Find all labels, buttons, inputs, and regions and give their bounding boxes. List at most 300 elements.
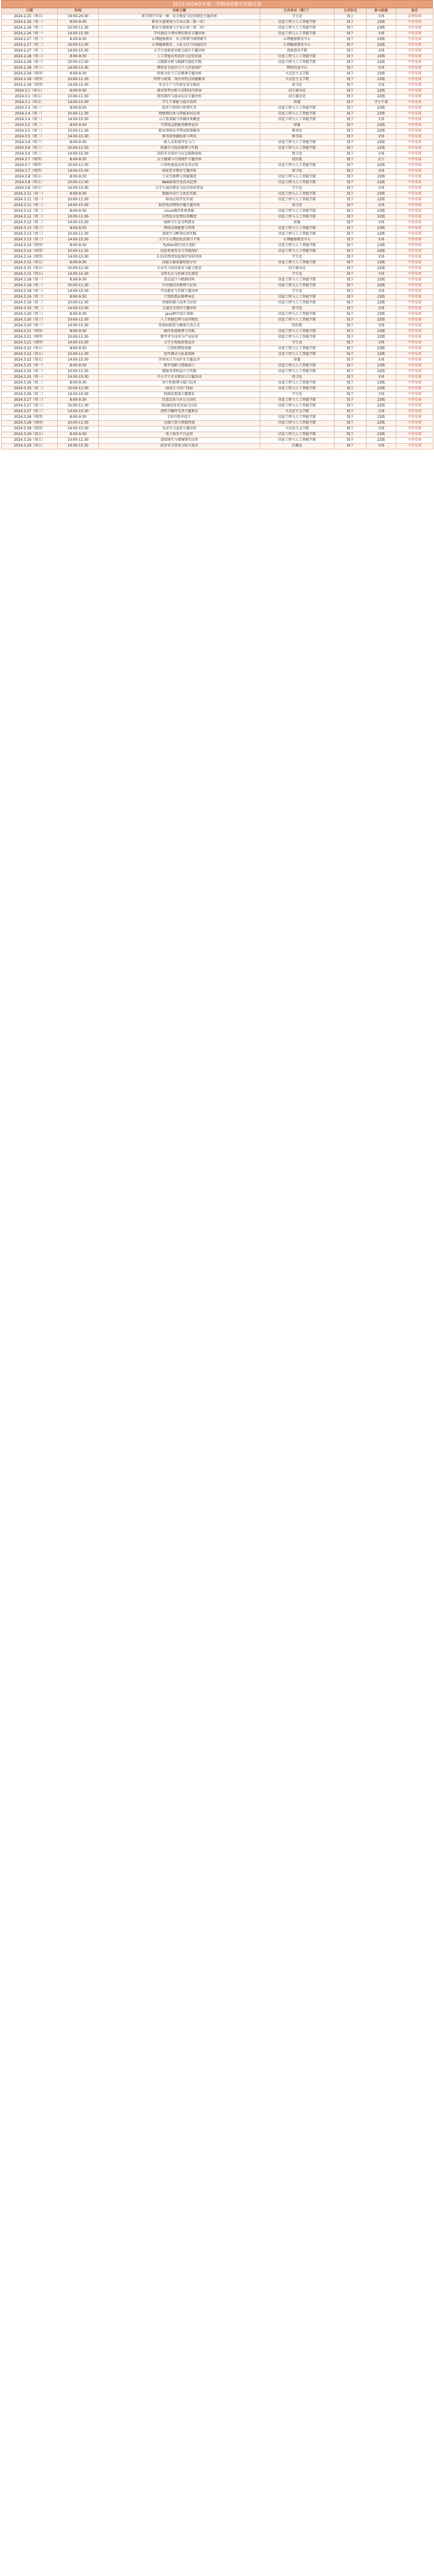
cell-dept: 学生处 (260, 341, 335, 346)
table-row (2, 129, 433, 135)
cell-class: 全体 (367, 66, 396, 72)
cell-time: 10:00-11:30 (58, 352, 99, 358)
cell-date: 2024.3.18（周一） (2, 283, 58, 289)
cell-time: 10:00-11:30 (58, 146, 99, 152)
cell-date: 2024.3.7（周四） (2, 157, 58, 163)
cell-note: 不作安排 (396, 278, 433, 283)
cell-class: 22级 (367, 94, 396, 100)
cell-date: 2024.3.21（周四） (2, 341, 58, 346)
cell-date: 2024.3.15（周五） (2, 272, 58, 278)
cell-date: 2024.3.1（周五） (2, 100, 58, 106)
header-row (2, 9, 433, 14)
cell-dept: 学生处 (260, 289, 335, 295)
cell-dept: 信息工程与人工智能学院 (260, 140, 335, 146)
cell-form: 线下 (335, 409, 367, 415)
cell-topic: 大数据分析与数据可视化实践 (99, 60, 260, 66)
cell-note: 不作安排 (396, 146, 433, 152)
cell-note: 不作安排 (396, 381, 433, 386)
table-row (2, 306, 433, 312)
cell-time: 10:00-11:30 (58, 249, 99, 255)
cell-class: 全体 (367, 14, 396, 20)
cell-note: 不作安排 (396, 409, 433, 415)
cell-dept: 马克思主义学院 (260, 77, 335, 83)
cell-dept: 招生就业处 (260, 94, 335, 100)
table-row (2, 163, 433, 169)
cell-time: 10:00-11:30 (58, 301, 99, 306)
cell-date: 2024.3.28（周四） (2, 415, 58, 421)
cell-time: 10:00-11:30 (58, 386, 99, 392)
cell-topic: 职业生涯规划与专业认知（第二讲） (99, 26, 260, 31)
cell-dept: 网络信息中心 (260, 66, 335, 72)
cell-time: 14:00-15:30 (58, 375, 99, 381)
table-row (2, 404, 433, 409)
cell-topic: 安全生产与实验室安全规范 (99, 83, 260, 89)
cell-time: 8:00-9:30 (58, 415, 99, 421)
table-row (2, 20, 433, 26)
cell-class: 学生干部 (367, 100, 396, 106)
table-row (2, 169, 433, 175)
cell-class: 22级 (367, 421, 396, 426)
table-row (2, 278, 433, 283)
cell-class: 23级 (367, 226, 396, 232)
cell-note: 不作安排 (396, 123, 433, 129)
cell-time: 8:00-9:30 (58, 209, 99, 215)
cell-form: 线下 (335, 289, 367, 295)
cell-topic: 大学生心理危机识别与干预 (99, 238, 260, 243)
table-row (2, 89, 433, 94)
cell-note: 不作安排 (396, 31, 433, 37)
cell-topic: 心理健康教育：人际交往与沟通技巧 (99, 43, 260, 49)
cell-topic: 形势与政策：国内外热点问题解读 (99, 77, 260, 83)
cell-note: 不作安排 (396, 375, 433, 381)
cell-date: 2024.3.22（周五） (2, 358, 58, 364)
cell-date: 2024.3.26（周二） (2, 386, 58, 392)
cell-class: 23级 (367, 54, 396, 60)
table-row (2, 426, 433, 432)
cell-date: 2024.2.29（周四） (2, 77, 58, 83)
cell-class: 全体 (367, 306, 396, 312)
cell-class: 22级 (367, 89, 396, 94)
cell-form: 线下 (335, 66, 367, 72)
cell-dept: 招生就业处 (260, 266, 335, 272)
cell-date: 2024.3.11（周一） (2, 192, 58, 197)
cell-dept: 信息工程与人工智能学院 (260, 346, 335, 352)
table-row (2, 146, 433, 152)
cell-note: 不作安排 (396, 112, 433, 117)
cell-note: 不作安排 (396, 89, 433, 94)
cell-date: 2024.3.27（周三） (2, 398, 58, 404)
cell-topic: 电子商务平台运营 (99, 432, 260, 438)
cell-form: 线下 (335, 43, 367, 49)
cell-date: 2024.2.29（周四） (2, 83, 58, 89)
table-row (2, 123, 433, 129)
cell-dept: 信息工程与人工智能学院 (260, 146, 335, 152)
cell-dept: 信息工程与人工智能学院 (260, 329, 335, 335)
cell-note: 不作安排 (396, 215, 433, 220)
cell-topic: 心理健康教育：压力管理与情绪调节 (99, 37, 260, 43)
cell-class: 22级 (367, 43, 396, 49)
cell-topic: 交通安全知识专题讲座 (99, 306, 260, 312)
cell-class: 全体 (367, 255, 396, 260)
cell-note: 不作安排 (396, 220, 433, 226)
cell-date: 2024.3.7（周四） (2, 163, 58, 169)
cell-dept: 信息工程与人工智能学院 (260, 318, 335, 323)
cell-dept: 信息工程与人工智能学院 (260, 352, 335, 358)
col-header-topic: 讲座主题 (99, 9, 260, 14)
cell-time: 14:00-15:30 (58, 392, 99, 398)
cell-class: 全体 (367, 289, 396, 295)
cell-time: 8:00-9:30 (58, 260, 99, 266)
table-row (2, 364, 433, 369)
cell-form: 线下 (335, 375, 367, 381)
cell-topic: 信息系统安全与等级保护 (99, 249, 260, 255)
cell-dept: 学生处 (260, 255, 335, 260)
cell-date: 2024.3.28（周四） (2, 426, 58, 432)
cell-note: 必须参加 (396, 14, 433, 20)
cell-form: 线下 (335, 60, 367, 66)
cell-note: 不作安排 (396, 77, 433, 83)
cell-form: 线下 (335, 152, 367, 157)
cell-form: 线下 (335, 146, 367, 152)
cell-topic: 劳动教育与实践专题讲座 (99, 289, 260, 295)
cell-form: 线下 (335, 157, 367, 163)
cell-note: 不作安排 (396, 209, 433, 215)
cell-date: 2024.3.12（周二） (2, 209, 58, 215)
cell-date: 2024.3.4（周一） (2, 112, 58, 117)
cell-time: 14:00-15:30 (58, 255, 99, 260)
cell-date: 2024.2.29（周四） (2, 72, 58, 77)
cell-dept: 信息工程与人工智能学院 (260, 243, 335, 249)
cell-class: 22级 (367, 318, 396, 323)
cell-topic: 企业实习岗位需求与能力要求 (99, 266, 260, 272)
table-row (2, 203, 433, 209)
cell-note: 不作安排 (396, 60, 433, 66)
cell-date: 2024.3.20（周三） (2, 318, 58, 323)
cell-class: 全体 (367, 341, 396, 346)
cell-class: 23级 (367, 123, 396, 129)
table-row (2, 226, 433, 232)
table-row (2, 232, 433, 238)
cell-dept: 信息工程与人工智能学院 (260, 283, 335, 289)
cell-class: 22级 (367, 266, 396, 272)
cell-note: 不作安排 (396, 226, 433, 232)
cell-dept: 信息工程与人工智能学院 (260, 175, 335, 180)
cell-class: 22级 (367, 129, 396, 135)
cell-dept: 信息工程与人工智能学院 (260, 180, 335, 186)
cell-note: 不作安排 (396, 266, 433, 272)
cell-note: 不作安排 (396, 352, 433, 358)
cell-dept: 心理健康教育中心 (260, 37, 335, 43)
cell-dept: 信息工程与人工智能学院 (260, 106, 335, 112)
cell-dept: 信息工程与人工智能学院 (260, 60, 335, 66)
cell-form: 线下 (335, 117, 367, 123)
cell-note: 不作安排 (396, 295, 433, 301)
cell-dept: 信息工程与人工智能学院 (260, 278, 335, 283)
cell-date: 2024.3.20（周三） (2, 323, 58, 329)
cell-date: 2024.3.6（周三） (2, 152, 58, 157)
cell-topic: 中小学生安全教育日专题活动 (99, 375, 260, 381)
table-row (2, 444, 433, 449)
cell-topic: 云计算基础与容器技术概述 (99, 117, 260, 123)
table-row (2, 175, 433, 180)
col-header-form: 主讲形式 (335, 9, 367, 14)
cell-date: 2024.3.29（周五） (2, 444, 58, 449)
cell-class: 23级 (367, 278, 396, 283)
cell-time: 8:00-9:30 (58, 364, 99, 369)
cell-note: 不作安排 (396, 117, 433, 123)
cell-form: 线下 (335, 266, 367, 272)
cell-topic: 图书馆资源检索与利用 (99, 135, 260, 140)
cell-form: 线下 (335, 215, 367, 220)
cell-time: 14:00-15:30 (58, 135, 99, 140)
cell-class: 23级 (367, 346, 396, 352)
table-row (2, 26, 433, 31)
cell-dept: 信息工程与人工智能学院 (260, 117, 335, 123)
cell-time: 10:00-11:30 (58, 94, 99, 100)
cell-date: 2024.3.28（周四） (2, 421, 58, 426)
cell-time: 10:00-11:30 (58, 318, 99, 323)
table-row (2, 117, 433, 123)
table-row (2, 409, 433, 415)
cell-dept: 心理健康教育中心 (260, 43, 335, 49)
cell-form: 线下 (335, 398, 367, 404)
cell-topic: 就业形势分析与求职技巧指导 (99, 89, 260, 94)
cell-form: 线下 (335, 381, 367, 386)
cell-date: 2024.3.19（周二） (2, 301, 58, 306)
cell-dept: 团委 (260, 220, 335, 226)
cell-form: 线下 (335, 301, 367, 306)
cell-topic: 算法设计与数据结构 (99, 278, 260, 283)
cell-time: 14:00-15:30 (58, 100, 99, 106)
cell-time: 8:00-9:30 (58, 72, 99, 77)
cell-topic: 边缘计算与智能终端 (99, 421, 260, 426)
cell-date: 2024.3.5（周二） (2, 135, 58, 140)
cell-topic: 世界水日节水护水主题宣讲 (99, 358, 260, 364)
cell-form: 线下 (335, 295, 367, 301)
cell-topic: 微服务架构设计与实践 (99, 369, 260, 375)
cell-form: 线下 (335, 140, 367, 146)
cell-note: 不作安排 (396, 152, 433, 157)
cell-form: 线下 (335, 444, 367, 449)
cell-dept: 信息工程与人工智能学院 (260, 232, 335, 238)
cell-note: 不作安排 (396, 329, 433, 335)
cell-topic: 数字电路与逻辑设计 (99, 364, 260, 369)
cell-note: 不作安排 (396, 301, 433, 306)
cell-note: 不作安排 (396, 100, 433, 106)
cell-class: 22级 (367, 146, 396, 152)
table-row (2, 77, 433, 83)
cell-note: 不作安排 (396, 255, 433, 260)
cell-class: 22级 (367, 180, 396, 186)
table-row (2, 341, 433, 346)
cell-form: 线下 (335, 94, 367, 100)
table-row (2, 260, 433, 266)
cell-date: 2024.3.15（周五） (2, 260, 58, 266)
cell-class: 全体 (367, 323, 396, 329)
cell-topic: 学生干部能力提升培训 (99, 100, 260, 106)
cell-topic: 单片机原理与接口技术 (99, 381, 260, 386)
cell-note: 不作安排 (396, 140, 433, 146)
cell-dept: 信息工程与人工智能学院 (260, 163, 335, 169)
cell-topic: 自然语言处理技术概述 (99, 215, 260, 220)
table-row (2, 43, 433, 49)
cell-class: 23级 (367, 260, 396, 266)
cell-dept: 信息工程与人工智能学院 (260, 209, 335, 215)
cell-note: 不作安排 (396, 20, 433, 26)
cell-dept: 信息工程与人工智能学院 (260, 398, 335, 404)
cell-date: 2024.3.27（周三） (2, 409, 58, 415)
cell-note: 不作安排 (396, 346, 433, 352)
cell-dept: 学生处 (260, 272, 335, 278)
cell-date: 2024.3.12（周二） (2, 220, 58, 226)
cell-date: 2024.3.13（周三） (2, 226, 58, 232)
cell-time: 10:00-11:30 (58, 129, 99, 135)
cell-date: 2024.3.8（周五） (2, 180, 58, 186)
cell-class: 23级 (367, 398, 396, 404)
cell-note: 不作安排 (396, 203, 433, 209)
cell-date: 2024.3.13（周三） (2, 238, 58, 243)
cell-time: 8:00-9:30 (58, 123, 99, 129)
cell-form: 线上 (335, 14, 367, 20)
cell-form: 线下 (335, 278, 367, 283)
table-row (2, 272, 433, 278)
cell-form: 线下 (335, 358, 367, 364)
cell-note: 不作安排 (396, 66, 433, 72)
cell-topic: 物联网技术与智能家居应用 (99, 112, 260, 117)
cell-form: 线下 (335, 329, 367, 335)
table-row (2, 289, 433, 295)
cell-topic: 计算机视觉技术及其应用 (99, 163, 260, 169)
cell-dept: 信息工程与人工智能学院 (260, 335, 335, 341)
cell-form: 线下 (335, 318, 367, 323)
cell-time: 8:00-9:30 (58, 89, 99, 94)
cell-class: 全体 (367, 238, 396, 243)
cell-form: 线下 (335, 341, 367, 346)
cell-time: 10:00-11:30 (58, 163, 99, 169)
cell-class: 全体 (367, 375, 396, 381)
cell-note: 不作安排 (396, 157, 433, 163)
cell-dept: 马克思主义学院 (260, 426, 335, 432)
cell-date: 2024.3.11（周一） (2, 203, 58, 209)
cell-note: 不作安排 (396, 341, 433, 346)
cell-date: 2024.3.19（周二） (2, 306, 58, 312)
cell-form: 线下 (335, 129, 367, 135)
cell-note: 不作安排 (396, 175, 433, 180)
cell-topic: 简历制作与面试礼仪专题讲座 (99, 94, 260, 100)
cell-dept: 校医院 (260, 157, 335, 163)
cell-form: 线下 (335, 415, 367, 421)
cell-class: 23级 (367, 26, 396, 31)
cell-class: 22级 (367, 215, 396, 220)
cell-date: 2024.2.28（周三） (2, 66, 58, 72)
cell-note: 不作安排 (396, 432, 433, 438)
table-row (2, 318, 433, 323)
sheet-title: 2023-2024学年第二学期讲座教学安排总表 (1, 0, 433, 8)
cell-date: 2024.3.8（周五） (2, 186, 58, 192)
cell-note: 不作安排 (396, 43, 433, 49)
cell-topic: 智能机器人技术与应用 (99, 301, 260, 306)
cell-dept: 保卫处 (260, 152, 335, 157)
cell-topic: 人工智能技术前沿与应用发展 (99, 54, 260, 60)
cell-dept: 团委 (260, 358, 335, 364)
cell-time: 14:00-15:30 (58, 83, 99, 89)
cell-topic: 网络安全意识与个人信息保护 (99, 66, 260, 72)
cell-note: 不作安排 (396, 386, 433, 392)
cell-form: 线下 (335, 369, 367, 375)
cell-topic: Java程序设计基础 (99, 312, 260, 318)
cell-date: 2024.2.26（周一） (2, 20, 58, 26)
cell-form: 线下 (335, 192, 367, 197)
cell-note: 不作安排 (396, 180, 433, 186)
cell-form: 线下 (335, 249, 367, 255)
cell-topic: 计算机组成原理导论 (99, 295, 260, 301)
table-row (2, 220, 433, 226)
cell-dept: 信息工程与人工智能学院 (260, 404, 335, 409)
cell-note: 不作安排 (396, 243, 433, 249)
cell-dept: 学生处 (260, 14, 335, 20)
cell-topic: 学雷锋志愿服务精神宣讲 (99, 123, 260, 129)
cell-dept: 图书馆 (260, 135, 335, 140)
cell-time: 14:00-15:30 (58, 323, 99, 329)
cell-class: 全体 (367, 83, 396, 89)
cell-date: 2024.2.27（周二） (2, 43, 58, 49)
cell-dept: 后勤处 (260, 444, 335, 449)
cell-dept: 信息工程与人工智能学院 (260, 54, 335, 60)
cell-topic: Web前端开发技术趋势 (99, 180, 260, 186)
cell-topic: 深度学习框架应用实践 (99, 232, 260, 238)
cell-class: 22级 (367, 404, 396, 409)
table-row (2, 152, 433, 157)
cell-note: 不作安排 (396, 238, 433, 243)
cell-dept: 信息工程与人工智能学院 (260, 215, 335, 220)
cell-dept: 教务处 (260, 129, 335, 135)
cell-form: 线下 (335, 123, 367, 129)
cell-time: 10:00-11:30 (58, 26, 99, 31)
cell-time: 10:00-11:30 (58, 283, 99, 289)
cell-dept: 信息工程与人工智能学院 (260, 112, 335, 117)
table-row (2, 432, 433, 438)
cell-date: 2024.3.11（周一） (2, 197, 58, 203)
cell-topic: 传染病防控与健康生活方式 (99, 323, 260, 329)
table-row (2, 335, 433, 341)
cell-note: 不作安排 (396, 186, 433, 192)
cell-time: 14:00-15:30 (58, 31, 99, 37)
cell-form: 线下 (335, 232, 367, 238)
table-row (2, 112, 433, 117)
cell-note: 不作安排 (396, 426, 433, 432)
table-row (2, 369, 433, 375)
table-row (2, 157, 433, 163)
cell-note: 不作安排 (396, 392, 433, 398)
cell-form: 线下 (335, 180, 367, 186)
cell-date: 2024.2.25（周日） (2, 14, 58, 20)
cell-class: 22级 (367, 197, 396, 203)
cell-note: 不作安排 (396, 163, 433, 169)
cell-note: 不作安排 (396, 106, 433, 112)
cell-topic: 机器学习算法原理与实践 (99, 146, 260, 152)
cell-class: 22级 (367, 301, 396, 306)
cell-form: 线下 (335, 175, 367, 180)
cell-form: 线下 (335, 26, 367, 31)
cell-time: 14:00-15:30 (58, 152, 99, 157)
cell-date: 2024.3.13（周三） (2, 232, 58, 238)
cell-topic: UI设计与用户体验 (99, 386, 260, 392)
cell-topic: 工业互联网与智能制造 (99, 175, 260, 180)
table-row (2, 352, 433, 358)
cell-form: 线下 (335, 77, 367, 83)
cell-form: 线下 (335, 306, 367, 312)
cell-time: 8:00-9:30 (58, 381, 99, 386)
